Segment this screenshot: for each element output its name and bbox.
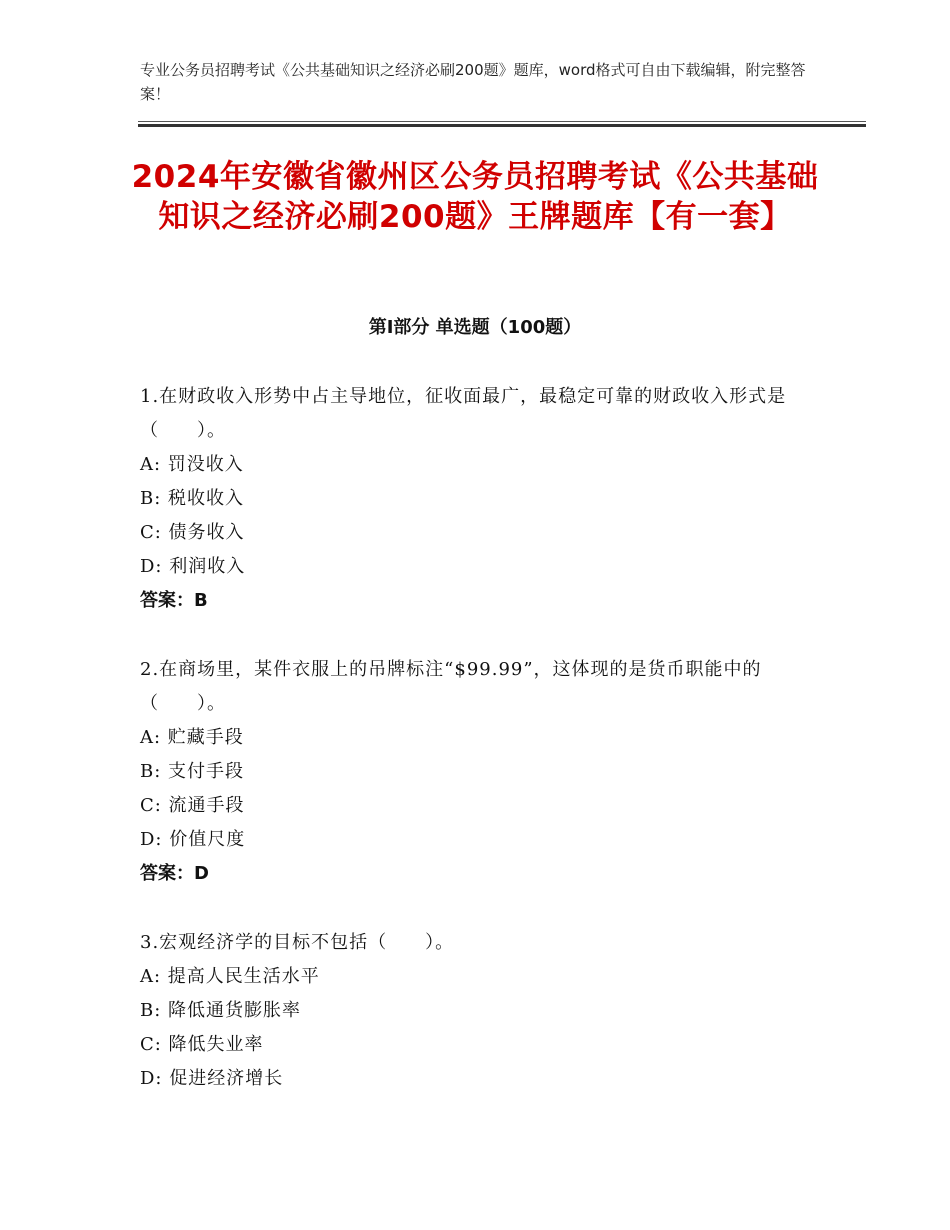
header-divider-thick <box>138 124 866 127</box>
question-block <box>140 653 820 891</box>
option-d: D: 价值尺度 <box>140 829 246 850</box>
question-stem: 1.在财政收入形势中占主导地位，征收面最广，最稳定可靠的财政收入形式是（ ）。 <box>140 386 787 441</box>
option-b: B: 支付手段 <box>140 761 245 782</box>
question-block <box>140 926 820 1096</box>
option-c: C: 流通手段 <box>140 795 245 816</box>
question-stem: 2.在商场里，某件衣服上的吊牌标注“$99.99”，这体现的是货币职能中的（ ）。 <box>140 659 762 714</box>
option-b: B: 税收收入 <box>140 488 245 509</box>
option-a: A: 罚没收入 <box>140 454 244 475</box>
section-heading: 第Ⅰ部分 单选题（100题） <box>368 317 582 338</box>
option-a: A: 贮藏手段 <box>140 727 244 748</box>
option-a: A: 提高人民生活水平 <box>140 966 320 987</box>
question-stem: 3.宏观经济学的目标不包括（ ）。 <box>140 932 455 953</box>
header-divider-thin <box>138 121 866 122</box>
answer-line: 答案：B <box>140 590 208 611</box>
option-d: D: 利润收入 <box>140 556 246 577</box>
document-title: 2024年安徽省徽州区公务员招聘考试《公共基础知识之经济必刷200题》王牌题库【有一套】 <box>131 159 819 235</box>
question-block <box>140 380 820 618</box>
option-d: D: 促进经济增长 <box>140 1068 284 1089</box>
option-b: B: 降低通货膨胀率 <box>140 1000 302 1021</box>
answer-line: 答案：D <box>140 863 209 884</box>
option-c: C: 降低失业率 <box>140 1034 264 1055</box>
header-note: 专业公务员招聘考试《公共基础知识之经济必刷200题》题库，word格式可自由下载编辑，附完整答案！ <box>140 61 806 103</box>
option-c: C: 债务收入 <box>140 522 245 543</box>
